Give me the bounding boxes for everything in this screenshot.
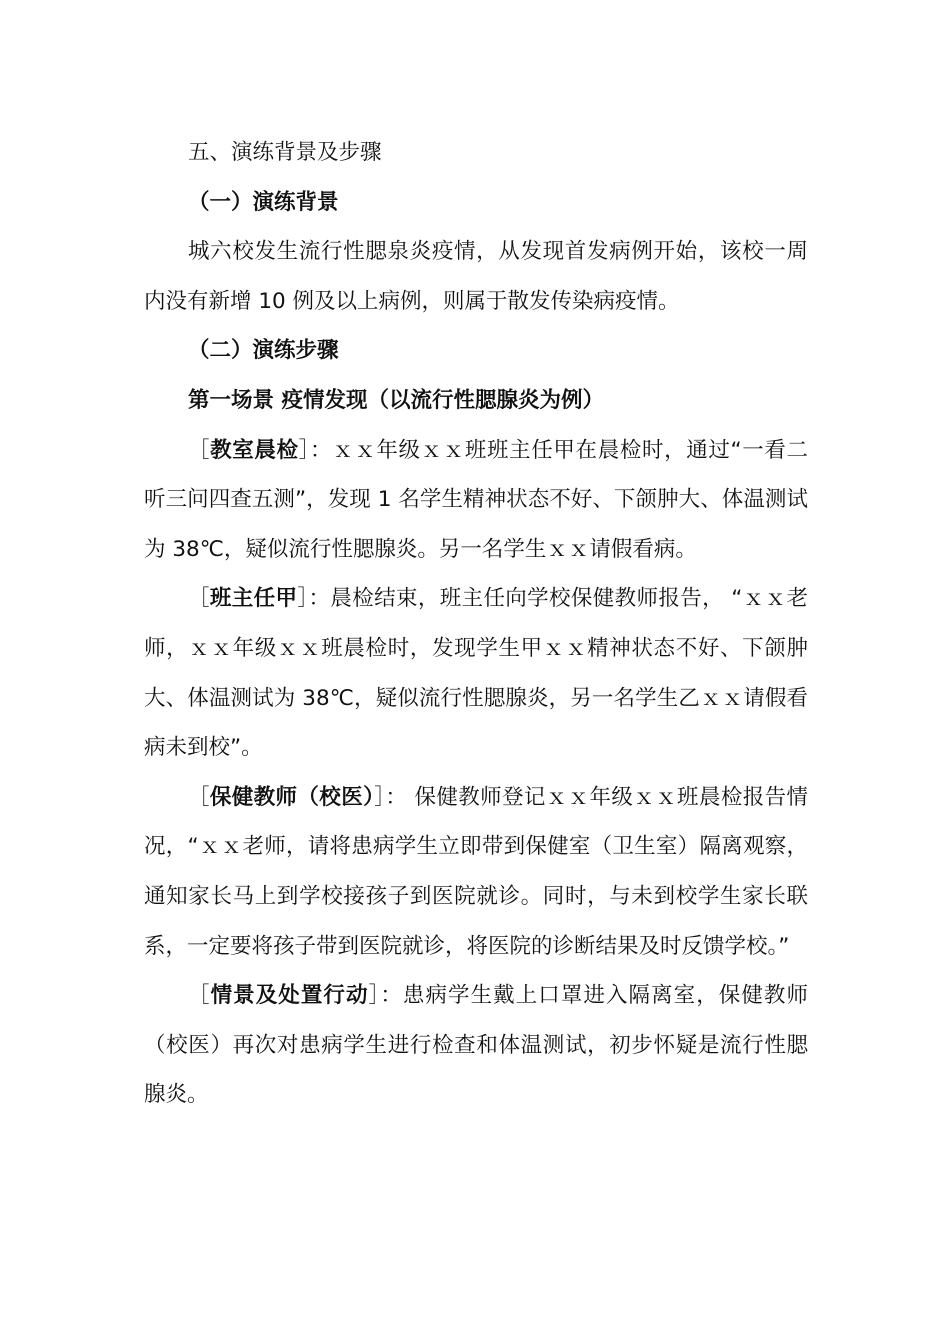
background-paragraph: 城六校发生流行性腮泉炎疫情，从发现首发病例开始，该校一周内没有新增 10 例及以上病例，则属于散发传染病疫情。 xyxy=(144,239,808,314)
role-label: 情景及处置行动 xyxy=(210,983,369,1009)
bracket-open: ［ xyxy=(188,586,210,612)
paragraph-body: ］：晨检结束，班主任向学校保健教师报告， “ｘｘ老师，ｘｘ年级ｘｘ班晨检时，发现学生甲ｘｘ精神状态不好、下颌肿大、体温测试为 38℃，疑似流行性腮腺炎，另一名学生乙ｘｘ请假看病未到校”。 xyxy=(144,586,808,761)
document-page xyxy=(144,128,808,1120)
paragraph-morning-check xyxy=(144,426,808,575)
paragraph-body: ］：患病学生戴上口罩进入隔离室，保健教师（校医）再次对患病学生进行检查和体温测试，初步怀疑是流行性腮腺炎。 xyxy=(144,983,808,1108)
paragraph-body: ］： 保健教师登记ｘｘ年级ｘｘ班晨检报告情况，“ｘｘ老师，请将患病学生立即带到保健室（卫生室）隔离观察，通知家长马上到学校接孩子到医院就诊。同时，与未到校学生家长联系，一定要将孩子带到医院就诊，将医院的诊断结果及时反馈学校。” xyxy=(144,784,808,959)
bracket-open: ［ xyxy=(188,983,211,1009)
paragraph-head-teacher xyxy=(144,574,808,772)
bracket-open: ［ xyxy=(188,784,210,810)
role-label: 班主任甲 xyxy=(209,586,298,612)
paragraph-health-teacher xyxy=(144,773,808,971)
role-label: 教室晨检 xyxy=(210,437,299,463)
subheading-steps: （二）演练步骤 xyxy=(188,338,339,364)
bracket-open: ［ xyxy=(188,437,211,463)
scene1-title: 第一场景 疫情发现（以流行性腮腺炎为例） xyxy=(188,387,604,413)
section-heading: 五、演练背景及步骤 xyxy=(188,140,382,165)
paragraph-scenario-action xyxy=(144,971,808,1120)
role-label: 保健教师（校医） xyxy=(209,784,375,810)
subheading-background: （一）演练背景 xyxy=(188,189,339,215)
paragraph-body: ］：ｘｘ年级ｘｘ班班主任甲在晨检时，通过“一看二听三问四查五测”，发现 1 名学生精神状态不好、下颌肿大、体温测试为 38℃，疑似流行性腮腺炎。另一名学生ｘｘ请假看病。 xyxy=(144,437,808,562)
